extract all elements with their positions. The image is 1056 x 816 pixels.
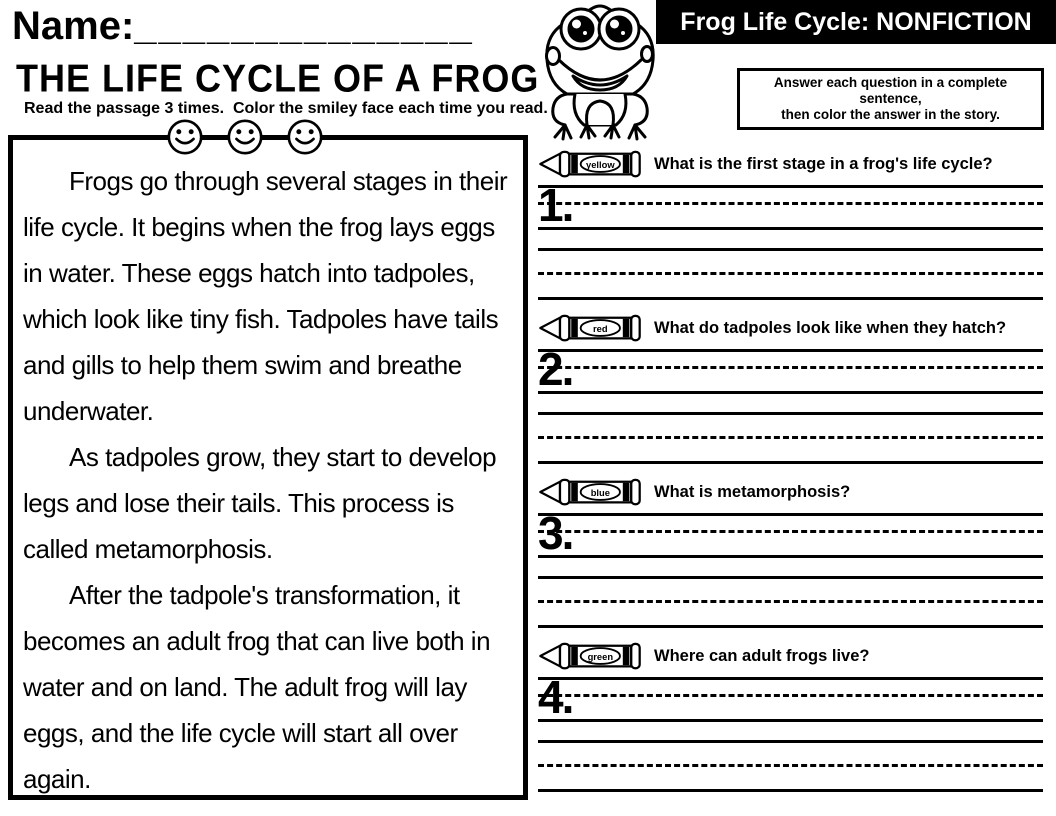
answer-line[interactable] [538,461,1043,464]
answer-line[interactable] [538,248,1043,251]
answer-line[interactable] [538,555,1043,558]
instructions-line-2: then color the answer in the story. [781,107,1000,122]
answer-line[interactable] [538,391,1043,394]
instructions-line-1: Answer each question in a complete sentence, [773,75,1008,106]
blue-crayon-icon[interactable] [536,477,644,507]
crayon-color-label: green [587,651,614,662]
header-banner [656,0,1056,44]
answer-line[interactable] [538,185,1043,188]
question-number: 2. [538,343,573,395]
answer-line[interactable] [538,789,1043,792]
answer-line-dashed[interactable] [538,366,1043,369]
passage-paragraph: Frogs go through several stages in their life cycle. It begins when the frog lays eggs in water. These eggs hatch into tadpoles, which look like tiny fish. Tadpoles have tails and gills to help them swim and breathe underwater. [23,166,508,426]
answer-line[interactable] [538,513,1043,516]
question-block-4 [536,638,1045,802]
answer-line[interactable] [538,677,1043,680]
smiley-face-icon[interactable] [166,118,204,156]
answer-line[interactable] [538,740,1043,743]
answer-line-dashed[interactable] [538,764,1043,767]
banner-title: Frog Life Cycle: NONFICTION [680,7,1032,36]
passage-paragraph: After the tadpole's transformation, it becomes an adult frog that can live both in water and on land. The adult frog will lay eggs, and the life cycle will start all over again. [23,580,491,794]
frog-cartoon-icon [537,2,663,142]
question-block-1 [536,146,1045,310]
name-blank-line[interactable]: ______________ [134,4,474,48]
question-text: Where can adult frogs live? [654,646,870,665]
subtitle-directions: Read the passage 3 times. Color the smiley face each time you read. [24,100,548,117]
smiley-face-icon[interactable] [286,118,324,156]
answer-line[interactable] [538,625,1043,628]
passage-paragraph: As tadpoles grow, they start to develop legs and lose their tails. This process is called metamorphosis. [23,442,497,564]
answer-line[interactable] [538,227,1043,230]
question-number: 1. [538,179,573,231]
questions-section [536,146,1045,802]
crayon-color-label: yellow [586,159,615,170]
answer-line[interactable] [538,719,1043,722]
yellow-crayon-icon[interactable] [536,149,644,179]
answer-line[interactable] [538,349,1043,352]
crayon-color-label: blue [590,487,610,498]
smiley-face-icon[interactable] [226,118,264,156]
reading-tracker [166,118,324,156]
question-text: What is metamorphosis? [654,482,851,501]
answer-line-dashed[interactable] [538,530,1043,533]
page-title: THE LIFE CYCLE OF A FROG [16,56,540,101]
question-block-3 [536,474,1045,638]
answer-line[interactable] [538,576,1043,579]
answer-line-dashed[interactable] [538,272,1043,275]
question-text: What do tadpoles look like when they hatch? [654,318,1007,337]
answer-line[interactable] [538,297,1043,300]
name-label: Name: [12,4,135,48]
answer-line-dashed[interactable] [538,202,1043,205]
red-crayon-icon[interactable] [536,313,644,343]
green-crayon-icon[interactable] [536,641,644,671]
answer-line-dashed[interactable] [538,694,1043,697]
question-text: What is the first stage in a frog's life cycle? [654,154,993,173]
question-number: 3. [538,507,573,559]
question-number: 4. [538,671,573,723]
instructions-box [737,68,1044,130]
passage-box [8,135,528,800]
name-row [12,4,474,49]
answer-line-dashed[interactable] [538,600,1043,603]
answer-line-dashed[interactable] [538,436,1043,439]
crayon-color-label: red [593,323,608,334]
question-block-2 [536,310,1045,474]
answer-line[interactable] [538,412,1043,415]
